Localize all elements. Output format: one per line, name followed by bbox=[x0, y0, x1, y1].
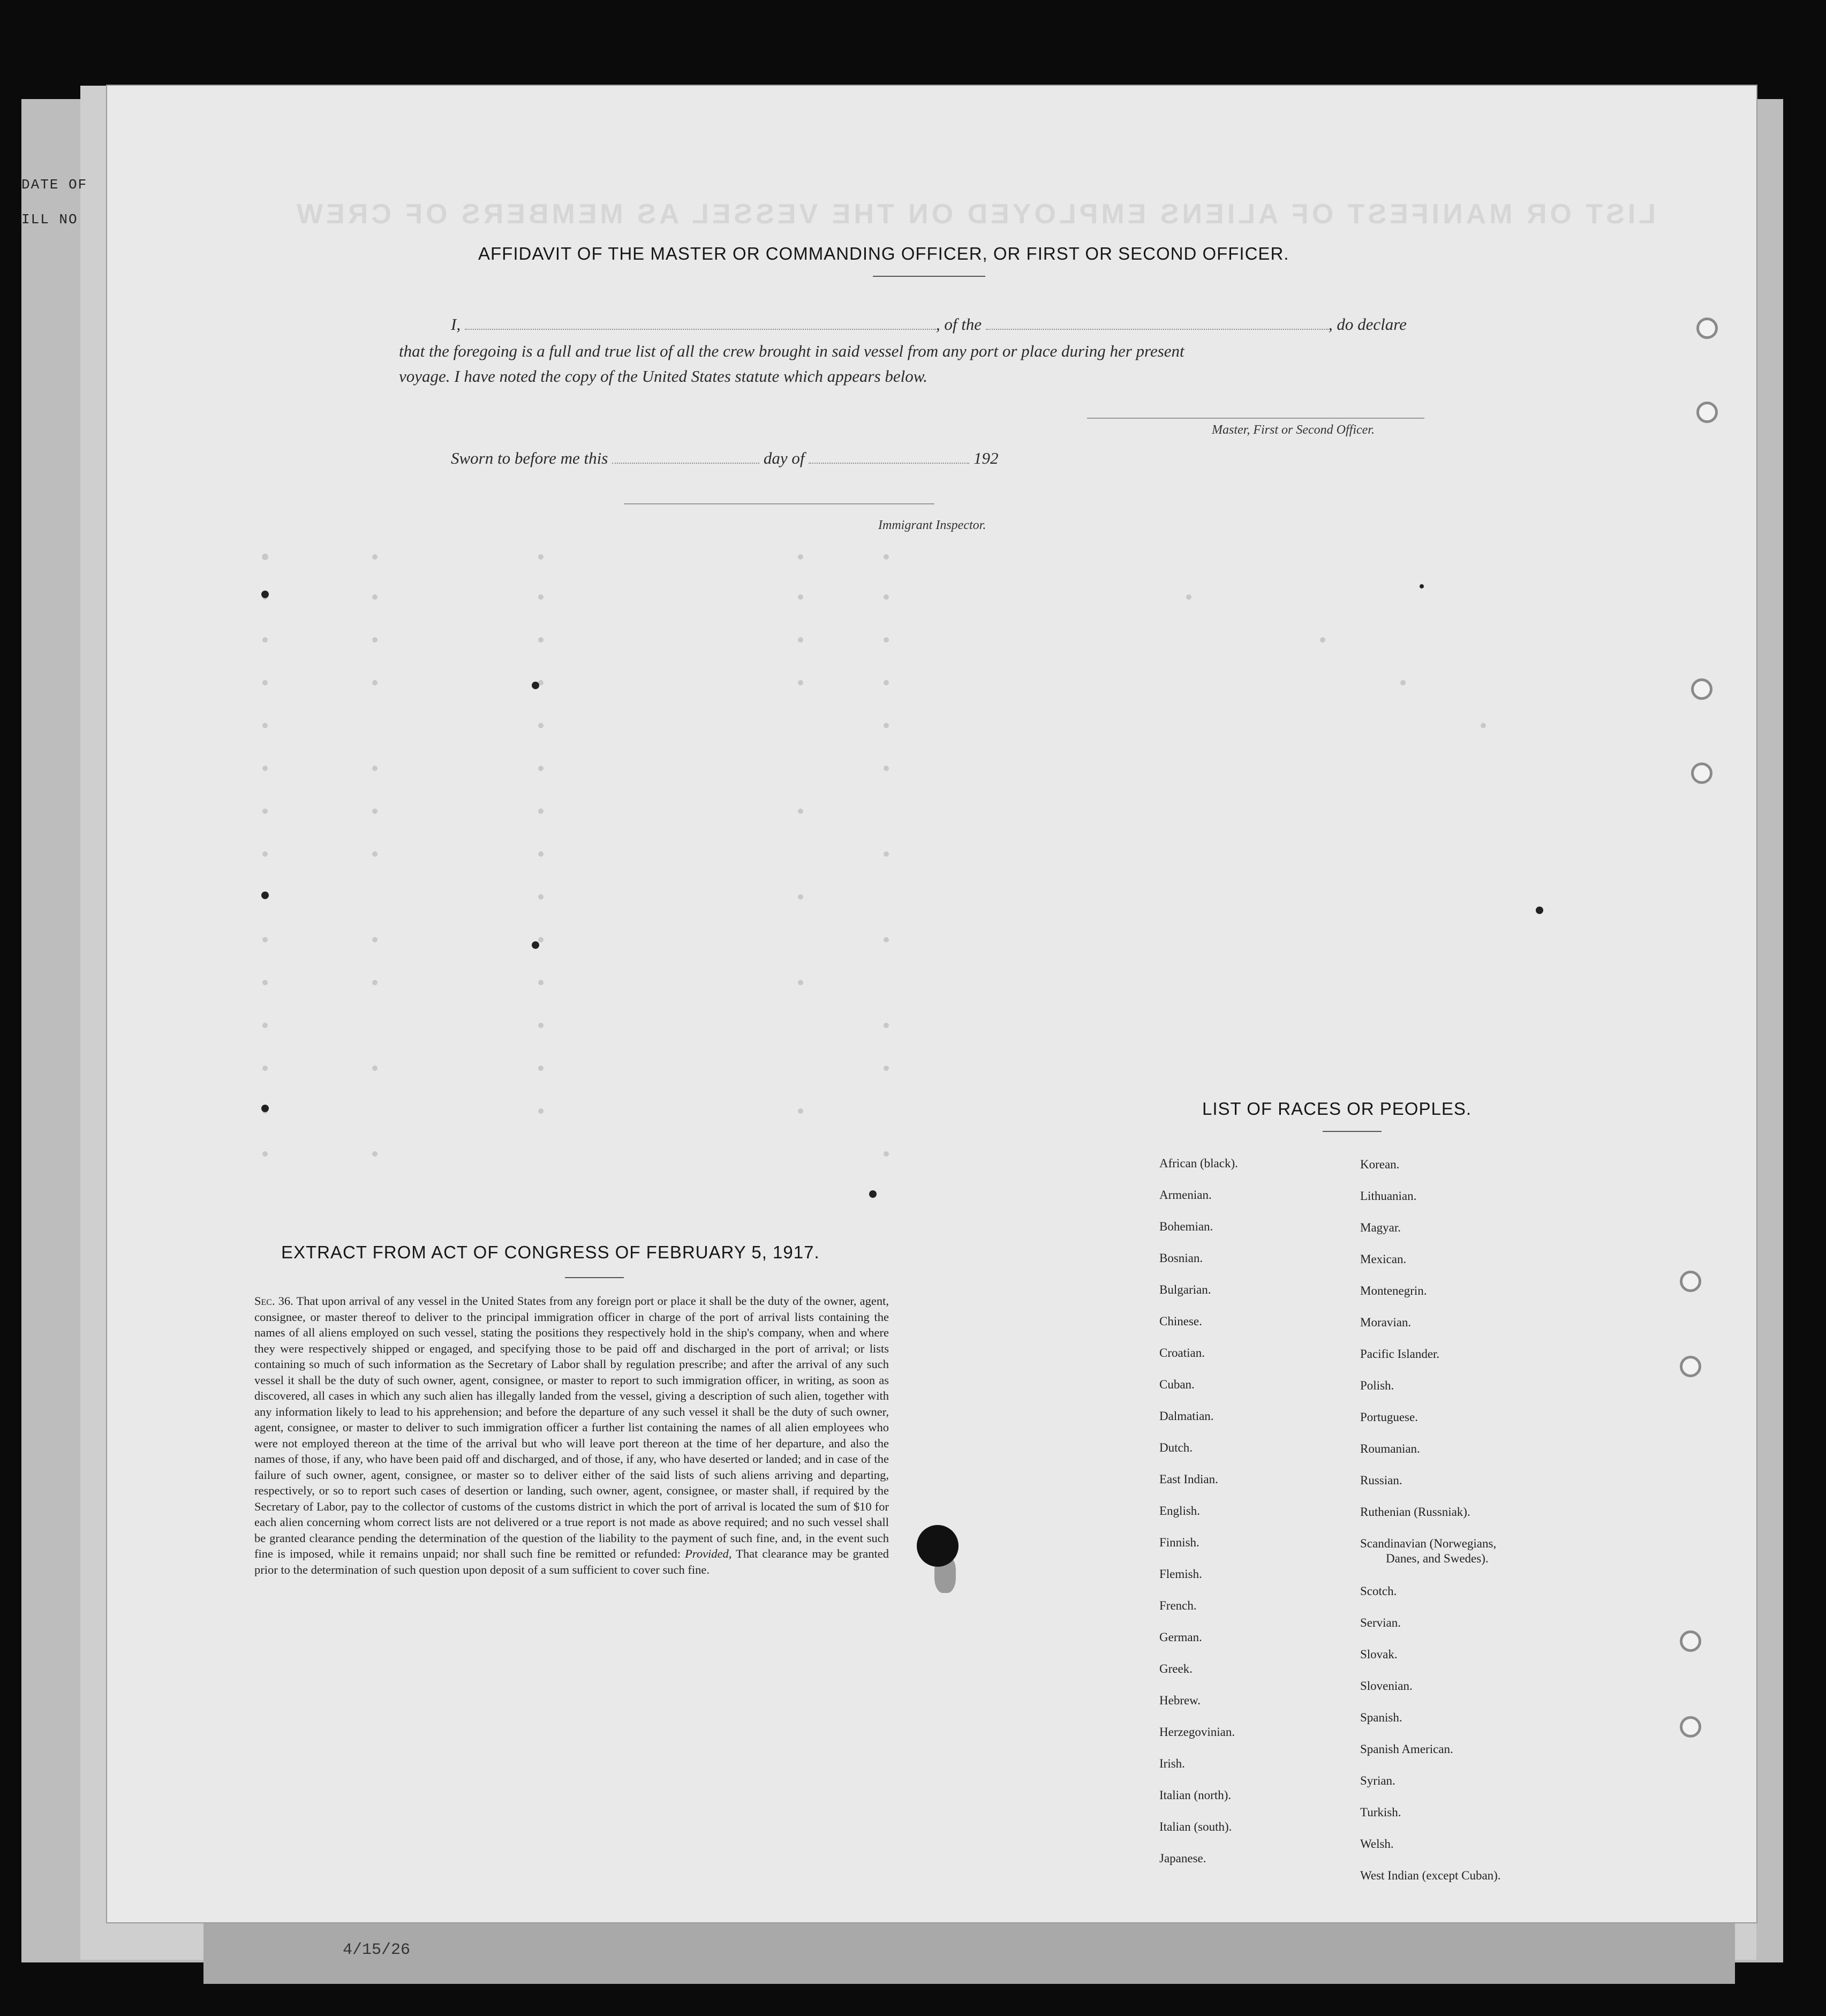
races-list-left bbox=[1159, 1156, 1363, 1878]
race-item: French. bbox=[1159, 1599, 1197, 1612]
name-blank bbox=[465, 318, 936, 330]
race-item: Croatian. bbox=[1159, 1346, 1205, 1360]
race-item: Dalmatian. bbox=[1159, 1409, 1214, 1423]
race-item: Welsh. bbox=[1360, 1837, 1394, 1851]
affidavit-line-1 bbox=[451, 315, 1407, 334]
race-item: Bulgarian. bbox=[1159, 1283, 1211, 1296]
punch-hole bbox=[1680, 1356, 1701, 1377]
punch-hole bbox=[1691, 762, 1712, 784]
signature-caption: Master, First or Second Officer. bbox=[1212, 423, 1375, 437]
punch-hole bbox=[1680, 1630, 1701, 1652]
extract-title-rule bbox=[565, 1277, 624, 1278]
race-item: Lithuanian. bbox=[1360, 1189, 1417, 1203]
race-item: West Indian (except Cuban). bbox=[1360, 1869, 1501, 1882]
race-item: Scandinavian (Norwegians, bbox=[1360, 1537, 1497, 1550]
race-item: Syrian. bbox=[1360, 1774, 1395, 1787]
vessel-blank bbox=[986, 318, 1329, 330]
race-item: Chinese. bbox=[1159, 1315, 1202, 1328]
race-item: Slovak. bbox=[1360, 1648, 1398, 1661]
sworn-month-blank bbox=[809, 452, 969, 464]
affidavit-declare: , do declare bbox=[1328, 315, 1407, 334]
sworn-text: Sworn to before me this bbox=[451, 449, 608, 467]
race-item: Danes, and Swedes). bbox=[1386, 1552, 1489, 1565]
wax-seal-mark bbox=[917, 1525, 959, 1567]
race-item: Spanish. bbox=[1360, 1711, 1402, 1724]
sworn-day-of: day of bbox=[763, 449, 805, 467]
affidavit-line-3: voyage. I have noted the copy of the United States statute which appears below. bbox=[399, 367, 927, 386]
bottom-strip bbox=[203, 1920, 1735, 1984]
sworn-year: 192 bbox=[973, 449, 999, 467]
races-list-right bbox=[1360, 1157, 1585, 1882]
race-item: East Indian. bbox=[1159, 1473, 1218, 1486]
bleed-through-header: LIST OR MANIFEST OF ALIENS EMPLOYED ON THE VESSEL AS MEMBERS OF CREW bbox=[293, 199, 1656, 230]
race-item: Dutch. bbox=[1159, 1441, 1193, 1454]
extract-text-2: That clearance may be granted prior to the determination of such question upon deposit of a sum sufficient to cover such fine. bbox=[254, 1547, 889, 1576]
race-item: Korean. bbox=[1360, 1158, 1400, 1171]
race-item: Finnish. bbox=[1159, 1536, 1199, 1549]
race-item: Armenian. bbox=[1159, 1188, 1212, 1202]
punch-hole bbox=[1680, 1716, 1701, 1738]
edge-label-bill: ILL NO bbox=[21, 212, 78, 228]
race-item: Magyar. bbox=[1360, 1221, 1401, 1234]
race-item: Polish. bbox=[1360, 1379, 1394, 1392]
bottom-date-stamp: 4/15/26 bbox=[343, 1941, 411, 1959]
punch-hole bbox=[1680, 1271, 1701, 1292]
affidavit-title-rule bbox=[873, 276, 985, 277]
race-item: Servian. bbox=[1360, 1616, 1401, 1629]
race-item: English. bbox=[1159, 1504, 1201, 1517]
race-item: Bohemian. bbox=[1159, 1220, 1213, 1233]
race-item: Roumanian. bbox=[1360, 1442, 1420, 1455]
punch-hole bbox=[1696, 318, 1718, 339]
race-item: Hebrew. bbox=[1159, 1694, 1201, 1707]
race-item: Italian (south). bbox=[1159, 1820, 1232, 1833]
race-item: Ruthenian (Russniak). bbox=[1360, 1505, 1470, 1519]
race-item: Turkish. bbox=[1360, 1806, 1401, 1819]
extract-provided: Provided, bbox=[685, 1547, 732, 1560]
race-item: Pacific Islander. bbox=[1360, 1347, 1440, 1361]
affidavit-i: I, bbox=[451, 315, 461, 334]
race-item: Mexican. bbox=[1360, 1252, 1407, 1266]
extract-title: EXTRACT FROM ACT OF CONGRESS OF FEBRUARY 5, 1917. bbox=[281, 1242, 820, 1262]
race-item: Cuban. bbox=[1159, 1378, 1195, 1391]
race-item: African (black). bbox=[1159, 1157, 1238, 1170]
races-title-rule bbox=[1323, 1131, 1382, 1132]
inspector-signature-line bbox=[624, 503, 934, 504]
race-item: German. bbox=[1159, 1630, 1202, 1644]
extract-section-label: Sec. 36. bbox=[254, 1294, 293, 1308]
extract-body bbox=[254, 1293, 889, 1577]
race-item: Scotch. bbox=[1360, 1584, 1397, 1598]
edge-label-date: DATE OF bbox=[21, 177, 88, 193]
punch-hole bbox=[1691, 678, 1712, 700]
race-item: Bosnian. bbox=[1159, 1251, 1203, 1265]
race-item: Japanese. bbox=[1159, 1852, 1206, 1865]
race-item: Spanish American. bbox=[1360, 1742, 1453, 1756]
affidavit-line-2: that the foregoing is a full and true list of all the crew brought in said vessel from any port or place during her present bbox=[399, 342, 1184, 360]
race-item: Moravian. bbox=[1360, 1316, 1412, 1329]
race-item: Flemish. bbox=[1159, 1567, 1202, 1581]
race-item: Irish. bbox=[1159, 1757, 1185, 1770]
signature-line bbox=[1087, 418, 1424, 419]
race-item: Portuguese. bbox=[1360, 1410, 1418, 1424]
punch-hole bbox=[1696, 402, 1718, 423]
affidavit-title: AFFIDAVIT OF THE MASTER OR COMMANDING OFFICER, OR FIRST OR SECOND OFFICER. bbox=[478, 244, 1289, 263]
sworn-day-blank bbox=[612, 452, 759, 464]
race-item: Slovenian. bbox=[1360, 1679, 1413, 1693]
race-item: Russian. bbox=[1360, 1474, 1402, 1487]
races-title: LIST OF RACES OR PEOPLES. bbox=[1202, 1099, 1472, 1119]
race-item: Montenegrin. bbox=[1360, 1284, 1427, 1297]
extract-text-1: That upon arrival of any vessel in the United States from any foreign port or place it shall be the duty of the owner, agent, consignee, or master thereof to deliver to the principal immigration officer in charge of the port of arrival lists containing the names of all aliens employed on such vessel, stating the positions they respectively hold in the ship's company, when and where they were respectively shipped or engaged, and specifying those to be paid off and discharged in the port of arrival; or lists containing so much of such information as the Secretary of Labor shall by regulation prescribe; and after the arrival of any such vessel it shall be the duty of such owner, agent, consignee, or master to report to such immigration officer, in writing, as soon as discovered, all cases in which any such alien has illegally landed from the vessel, giving a description of such alien, together with any information likely to lead to his apprehension; and before the departure of any such vessel it shall be the duty of such owner, agent, consignee, or master to deliver to such immigration officer a further list containing the names of all alien employees who were not employed thereon at the time of the arrival but who will leave port thereon at the time of her departure, and also the names of those, if any, who have been paid off and discharged, and of those, if any, who have deserted or landed; and in case of the failure of such owner, agent, consignee, or master so to deliver either of the said lists of such aliens arriving and departing, respectively, or so to report such cases of desertion or landing, such owner, agent, consignee, or master shall, if required by the Secretary of Labor, pay to the collector of customs of the customs district in which the port of arrival is located the sum of $10 for each alien concerning whom correct lists are not delivered or a true report is not made as above required; and no such vessel shall be granted clearance pending the determination of the question of the liability to the payment of such fine, and, in the event such fine is imposed, while it remains unpaid; nor shall such fine be remitted or refunded: bbox=[254, 1294, 889, 1560]
race-item: Greek. bbox=[1159, 1662, 1193, 1675]
sworn-line bbox=[451, 449, 998, 468]
race-item: Herzegovinian. bbox=[1159, 1725, 1235, 1739]
race-item: Italian (north). bbox=[1159, 1788, 1232, 1802]
affidavit-of-the: , of the bbox=[935, 315, 982, 334]
inspector-caption: Immigrant Inspector. bbox=[878, 518, 986, 532]
